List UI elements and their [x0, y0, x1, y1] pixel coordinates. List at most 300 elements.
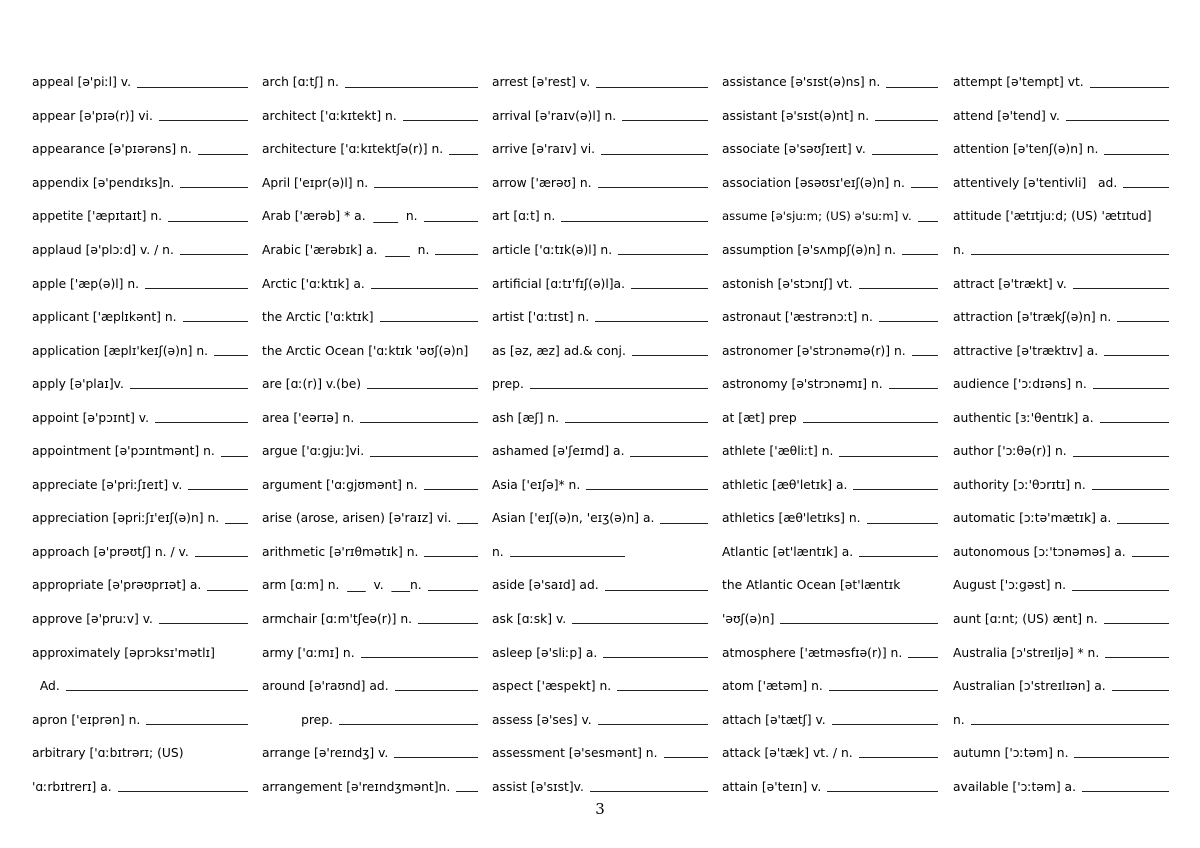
vocab-entry	[262, 459, 478, 493]
vocab-entry-text: the Atlantic Ocean [ət'læntɪk	[722, 578, 901, 593]
vocab-entry-text: assistant [ə'sɪst(ə)nt] n.	[722, 108, 870, 123]
vocab-entry	[262, 324, 478, 358]
vocab-entry	[722, 324, 938, 358]
vocab-entry	[262, 660, 478, 694]
vocab-entry	[262, 526, 478, 560]
vocab-entry-text: autumn ['ɔːtəm] n.	[953, 746, 1069, 761]
vocab-entry	[722, 559, 938, 593]
vocab-entry-text: audience ['ɔːdɪəns] n.	[953, 377, 1087, 392]
vocab-entry	[492, 224, 708, 258]
vocab-entry-text: attempt [ə'tempt] vt.	[953, 75, 1084, 90]
vocab-entry	[722, 693, 938, 727]
answer-blank[interactable]	[1132, 556, 1169, 557]
answer-blank[interactable]	[1117, 321, 1169, 322]
answer-blank[interactable]	[159, 120, 248, 121]
answer-blank[interactable]	[1066, 120, 1169, 121]
answer-blank[interactable]	[361, 657, 478, 658]
vocab-entry	[953, 492, 1169, 526]
vocab-entry	[953, 593, 1169, 627]
vocab-entry	[953, 123, 1169, 157]
vocab-entry	[722, 224, 938, 258]
answer-blank[interactable]	[853, 489, 938, 490]
vocab-entry	[32, 559, 248, 593]
vocab-entry	[722, 727, 938, 761]
vocab-entry	[32, 660, 248, 694]
vocab-entry-text: assumption [ə'sʌmpʃ(ə)n] n.	[722, 242, 897, 257]
answer-blank[interactable]	[371, 288, 478, 289]
vocab-entry	[953, 56, 1169, 90]
vocab-entry	[32, 358, 248, 392]
answer-blank[interactable]	[418, 623, 478, 624]
vocab-entry	[262, 760, 478, 794]
answer-blank[interactable]	[168, 221, 248, 222]
vocab-entry-text: athlete ['æθliːt] n.	[722, 444, 834, 459]
answer-blank[interactable]	[424, 221, 478, 222]
vocab-entry-text: application [æplɪ'keɪʃ(ə)n] n.	[32, 343, 209, 358]
answer-blank[interactable]	[1072, 590, 1169, 591]
answer-blank[interactable]	[367, 388, 478, 389]
vocab-entry	[262, 358, 478, 392]
answer-blank[interactable]	[617, 690, 708, 691]
answer-blank[interactable]	[879, 321, 938, 322]
vocab-entry	[492, 324, 708, 358]
vocab-entry	[262, 693, 478, 727]
answer-blank[interactable]	[66, 690, 248, 691]
answer-blank[interactable]	[912, 355, 938, 356]
answer-blank[interactable]	[456, 791, 478, 792]
vocab-entry	[722, 593, 938, 627]
vocab-entry	[492, 492, 708, 526]
answer-blank[interactable]	[428, 590, 478, 591]
vocab-entry-text: April ['eɪpr(ə)l] n.	[262, 175, 369, 190]
vocab-entry-text: 'ɑːrbɪtrerɪ] a.	[32, 779, 112, 794]
answer-blank[interactable]	[130, 388, 248, 389]
vocab-entry-text: attack [ə'tæk] vt. / n.	[722, 746, 853, 761]
vocab-entry-text: appointment [ə'pɔɪntmənt] n.	[32, 444, 215, 459]
vocab-entry-text: as [əz, æz] ad.& conj.	[492, 343, 626, 358]
answer-blank[interactable]	[911, 187, 938, 188]
answer-blank[interactable]	[859, 757, 938, 758]
vocab-entry	[262, 492, 478, 526]
vocab-entry-text: aspect ['æspekt] n.	[492, 679, 612, 694]
answer-blank[interactable]	[622, 120, 708, 121]
vocab-entry	[953, 224, 1169, 258]
answer-blank[interactable]	[827, 791, 938, 792]
vocab-entry-text: appearance [ə'pɪərəns] n.	[32, 142, 192, 157]
vocab-entry-text: attach [ə'tætʃ] v.	[722, 712, 826, 727]
vocab-entry-text: aside [ə'saɪd] ad.	[492, 578, 599, 593]
answer-blank[interactable]	[1093, 388, 1169, 389]
vocab-entry-text: attract [ə'trækt] v.	[953, 276, 1067, 291]
answer-blank[interactable]	[1074, 757, 1169, 758]
answer-blank[interactable]	[510, 556, 625, 557]
vocab-entry	[32, 492, 248, 526]
answer-blank[interactable]	[225, 523, 248, 524]
vocab-entry	[262, 123, 478, 157]
vocab-entry	[262, 626, 478, 660]
answer-blank[interactable]	[886, 87, 938, 88]
vocab-entry	[953, 760, 1169, 794]
answer-blank[interactable]	[198, 154, 248, 155]
answer-blank[interactable]	[1104, 623, 1169, 624]
answer-blank[interactable]	[565, 422, 708, 423]
vocab-entry	[32, 56, 248, 90]
vocab-entry	[722, 358, 938, 392]
answer-blank[interactable]	[660, 523, 708, 524]
vocab-entry-text: armchair [ɑːm'tʃeə(r)] n.	[262, 612, 413, 626]
vocab-entry-text: arrangement [ə'reɪndʒmənt]n.	[262, 779, 451, 794]
vocab-entry	[32, 90, 248, 124]
vocab-entry-text: attention [ə'tenʃ(ə)n] n.	[953, 142, 1099, 157]
vocab-entry-text: assume [ə'sjuːm; (US) ə'suːm] v.	[722, 209, 912, 224]
vocab-entry	[492, 727, 708, 761]
vocab-entry-text: athletic [æθ'letɪk] a.	[722, 477, 848, 492]
vocab-entry	[492, 593, 708, 627]
vocab-entry-text: authority [ɔː'θɔrɪtɪ] n.	[953, 477, 1086, 492]
answer-blank[interactable]	[214, 355, 248, 356]
answer-blank[interactable]	[630, 456, 708, 457]
vocab-entry	[32, 324, 248, 358]
answer-blank[interactable]	[598, 724, 708, 725]
vocab-entry-text: apply [ə'plaɪ]v.	[32, 377, 124, 392]
vocab-entry-text: apple ['æp(ə)l] n.	[32, 276, 140, 291]
vocab-entry-text: appreciation [əpriːʃɪ'eɪʃ(ə)n] n.	[32, 511, 220, 526]
answer-blank[interactable]	[908, 657, 938, 658]
vocab-entry-text: appear [ə'pɪə(r)] vi.	[32, 108, 153, 123]
answer-blank[interactable]	[859, 288, 938, 289]
vocab-entry	[953, 358, 1169, 392]
vocab-entry	[492, 760, 708, 794]
vocab-entry	[492, 157, 708, 191]
vocab-entry	[262, 593, 478, 627]
vocab-entry	[722, 56, 938, 90]
answer-blank[interactable]	[380, 321, 478, 322]
answer-blank[interactable]	[424, 556, 478, 557]
answer-blank[interactable]	[875, 120, 938, 121]
vocab-entry-text: approve [ə'pruːv] v.	[32, 612, 153, 626]
vocab-entry	[492, 559, 708, 593]
vocab-entry	[722, 257, 938, 291]
vocab-entry-text: applicant ['æplɪkənt] n.	[32, 310, 177, 325]
vocab-entry-text: assist [ə'sɪst]v.	[492, 779, 584, 794]
vocab-entry-text: atom ['ætəm] n.	[722, 679, 823, 694]
vocab-entry	[722, 660, 938, 694]
vocab-entry	[953, 693, 1169, 727]
answer-blank[interactable]	[1105, 657, 1169, 658]
vocab-entry-text: Arabic ['ærəbɪk] a. ____ n.	[262, 242, 430, 257]
vocab-entry	[492, 660, 708, 694]
vocab-entry	[32, 593, 248, 627]
answer-blank[interactable]	[561, 221, 708, 222]
answer-blank[interactable]	[572, 623, 708, 624]
answer-blank[interactable]	[188, 489, 248, 490]
vocab-entry	[722, 492, 938, 526]
vocab-entry-text: assistance [ə'sɪst(ə)ns] n.	[722, 75, 881, 90]
vocab-entry	[492, 425, 708, 459]
vocab-entry	[722, 526, 938, 560]
vocab-entry	[262, 56, 478, 90]
vocab-entry-text: attend [ə'tend] v.	[953, 108, 1060, 123]
vocab-entry	[492, 358, 708, 392]
answer-blank[interactable]	[839, 456, 938, 457]
answer-blank[interactable]	[159, 623, 248, 624]
vocab-entry-text: area ['eərɪə] n.	[262, 410, 355, 425]
vocab-entry-text: arch [ɑːtʃ] n.	[262, 75, 339, 90]
answer-blank[interactable]	[195, 556, 248, 557]
vocab-entry	[492, 693, 708, 727]
answer-blank[interactable]	[631, 288, 708, 289]
vocab-entry	[492, 291, 708, 325]
word-column-5	[953, 56, 1169, 794]
vocab-entry	[492, 190, 708, 224]
vocab-entry	[32, 425, 248, 459]
vocab-entry	[32, 727, 248, 761]
vocab-entry-text: arrival [ə'raɪv(ə)l] n.	[492, 108, 617, 123]
vocab-entry-text: artist ['ɑːtɪst] n.	[492, 310, 590, 325]
word-column-2	[262, 56, 478, 794]
answer-blank[interactable]	[345, 87, 478, 88]
answer-blank[interactable]	[971, 254, 1169, 255]
answer-blank[interactable]	[395, 690, 478, 691]
answer-blank[interactable]	[595, 321, 708, 322]
vocab-entry	[32, 257, 248, 291]
vocab-entry	[722, 760, 938, 794]
vocab-entry-text: appreciate [ə'priːʃɪeɪt] v.	[32, 477, 183, 492]
vocab-entry	[953, 157, 1169, 191]
answer-blank[interactable]	[598, 187, 708, 188]
answer-blank[interactable]	[1090, 87, 1169, 88]
word-column-1	[32, 56, 248, 794]
vocab-entry-text: prep.	[492, 377, 524, 392]
vocab-entry-text: apron ['eɪprən] n.	[32, 712, 141, 727]
vocab-entry-text: n.	[492, 544, 504, 559]
answer-blank[interactable]	[339, 724, 478, 725]
answer-blank[interactable]	[889, 388, 938, 389]
answer-blank[interactable]	[155, 422, 248, 423]
vocab-entry-text: Asia ['eɪʃə]* n.	[492, 477, 581, 492]
vocab-entry	[32, 760, 248, 794]
vocab-entry	[722, 157, 938, 191]
answer-blank[interactable]	[867, 523, 938, 524]
answer-blank[interactable]	[374, 187, 478, 188]
vocab-entry-text: n.	[953, 242, 965, 257]
vocab-entry	[953, 727, 1169, 761]
vocab-entry-text: aunt [ɑːnt; (US) ænt] n.	[953, 612, 1098, 626]
vocab-entry-text: arrange [ə'reɪndʒ] v.	[262, 746, 389, 761]
vocab-entry-text: argument ['ɑːgjʊmənt] n.	[262, 477, 418, 492]
vocab-entry	[32, 190, 248, 224]
answer-blank[interactable]	[403, 120, 478, 121]
vocab-entry	[953, 459, 1169, 493]
vocab-entry-text: appoint [ə'pɔɪnt] v.	[32, 410, 150, 425]
vocab-entry	[262, 190, 478, 224]
answer-blank[interactable]	[394, 757, 478, 758]
answer-blank[interactable]	[586, 489, 708, 490]
vocab-entry-text: astronomy [ə'strɔnəmɪ] n.	[722, 377, 883, 392]
vocab-entry	[953, 559, 1169, 593]
vocab-entry	[32, 291, 248, 325]
vocab-entry	[953, 425, 1169, 459]
vocab-entry	[722, 425, 938, 459]
answer-blank[interactable]	[360, 422, 478, 423]
vocab-entry-text: attentively [ə'tentivli] ad.	[953, 175, 1118, 190]
vocab-entry-text: appetite ['æpɪtaɪt] n.	[32, 209, 163, 224]
vocab-entry-text: around [ə'raʊnd] ad.	[262, 679, 389, 694]
vocab-entry	[492, 257, 708, 291]
vocab-entry	[722, 123, 938, 157]
answer-blank[interactable]	[664, 757, 709, 758]
answer-blank[interactable]	[180, 187, 248, 188]
answer-blank[interactable]	[424, 489, 478, 490]
answer-blank[interactable]	[1073, 288, 1169, 289]
vocab-entry-text: the Arctic Ocean ['ɑːktɪk 'əʊʃ(ə)n]	[262, 343, 469, 358]
vocab-entry-text: 'əʊʃ(ə)n]	[722, 612, 775, 626]
answer-blank[interactable]	[1104, 355, 1169, 356]
answer-blank[interactable]	[603, 657, 708, 658]
vocab-entry	[492, 459, 708, 493]
vocab-entry-text: n.	[953, 712, 965, 727]
answer-blank[interactable]	[1112, 690, 1169, 691]
vocab-entry-text: arbitrary ['ɑːbɪtrərɪ; (US)	[32, 746, 184, 761]
vocab-entry	[953, 660, 1169, 694]
vocab-entry-text: attractive [ə'træktɪv] a.	[953, 343, 1099, 358]
vocab-entry-text: astronaut ['æstrənɔːt] n.	[722, 310, 873, 325]
answer-blank[interactable]	[145, 288, 248, 289]
vocab-entry-text: attitude ['ætɪtjuːd; (US) 'ætɪtud]	[953, 209, 1152, 224]
vocab-entry	[953, 257, 1169, 291]
vocab-entry	[722, 391, 938, 425]
vocab-entry	[953, 90, 1169, 124]
answer-blank[interactable]	[1073, 456, 1169, 457]
answer-blank[interactable]	[221, 456, 248, 457]
answer-blank[interactable]	[457, 523, 478, 524]
answer-blank[interactable]	[435, 254, 478, 255]
vocab-entry-text: argue ['ɑːgjuː]vi.	[262, 444, 365, 459]
vocab-entry	[262, 559, 478, 593]
vocab-entry-text: architecture ['ɑːkɪtektʃə(r)] n.	[262, 142, 444, 157]
vocab-entry-text: Arab ['ærəb] * a. ____ n.	[262, 209, 418, 224]
answer-blank[interactable]	[859, 556, 938, 557]
vocab-entry-text: arise (arose, arisen) [ə'raɪz] vi.	[262, 511, 452, 526]
vocab-entry-text: arm [ɑːm] n. ___ v. ___n.	[262, 578, 422, 593]
answer-blank[interactable]	[1104, 154, 1169, 155]
answer-blank[interactable]	[596, 87, 708, 88]
vocab-entry-text: August ['ɔːgəst] n.	[953, 578, 1067, 593]
vocab-entry	[32, 693, 248, 727]
vocab-entry	[722, 459, 938, 493]
answer-blank[interactable]	[1082, 791, 1169, 792]
vocab-entry-text: art [ɑːt] n.	[492, 209, 556, 224]
vocab-entry-text: authentic [ɜː'θentɪk] a.	[953, 410, 1094, 425]
answer-blank[interactable]	[902, 254, 938, 255]
vocab-entry	[492, 626, 708, 660]
vocab-entry-text: army ['ɑːmɪ] n.	[262, 645, 355, 660]
answer-blank[interactable]	[530, 388, 708, 389]
vocab-entry-text: arrow ['ærəʊ] n.	[492, 175, 592, 190]
vocab-entry-text: Ad.	[32, 679, 60, 694]
vocab-entry	[722, 190, 938, 224]
answer-blank[interactable]	[605, 590, 708, 591]
vocab-entry	[492, 123, 708, 157]
answer-blank[interactable]	[872, 154, 938, 155]
vocab-entry	[32, 123, 248, 157]
vocab-entry-text: Asian ['eɪʃ(ə)n, 'eɪʒ(ə)n] a.	[492, 511, 655, 526]
vocab-entry-text: athletics [æθ'letɪks] n.	[722, 511, 861, 526]
answer-blank[interactable]	[590, 791, 708, 792]
answer-blank[interactable]	[971, 724, 1169, 725]
answer-blank[interactable]	[137, 87, 248, 88]
answer-blank[interactable]	[1117, 523, 1169, 524]
vocab-entry-text: architect ['ɑːkɪtekt] n.	[262, 108, 397, 123]
vocab-entry-text: automatic [ɔːtə'mætɪk] a.	[953, 511, 1112, 526]
answer-blank[interactable]	[829, 690, 938, 691]
vocab-entry-text: appeal [ə'piːl] v.	[32, 75, 132, 90]
vocab-entry-text: Australian [ɔ'streɪlɪən] a.	[953, 679, 1106, 694]
vocab-entry	[492, 90, 708, 124]
vocab-entry-text: autonomous [ɔː'tɔnəməs] a.	[953, 544, 1126, 559]
answer-blank[interactable]	[183, 321, 248, 322]
answer-blank[interactable]	[1100, 422, 1169, 423]
vocab-entry-text: association [əsəʊsɪ'eɪʃ(ə)n] n.	[722, 175, 905, 190]
vocab-entry	[953, 190, 1169, 224]
vocab-entry-text: artificial [ɑːtɪ'fɪʃ(ə)l]a.	[492, 276, 625, 291]
vocab-entry-text: prep.	[262, 712, 333, 727]
answer-blank[interactable]	[618, 254, 708, 255]
vocab-entry	[722, 90, 938, 124]
vocab-entry-text: approximately [əprɔksɪ'mətlɪ]	[32, 645, 215, 660]
answer-blank[interactable]	[601, 154, 708, 155]
vocab-entry	[262, 425, 478, 459]
answer-blank[interactable]	[803, 422, 938, 423]
vocab-entry-text: the Arctic ['ɑːktɪk]	[262, 310, 374, 325]
answer-blank[interactable]	[180, 254, 248, 255]
vocab-entry-text: atmosphere ['ætməsfɪə(r)] n.	[722, 645, 903, 660]
answer-blank[interactable]	[207, 590, 248, 591]
vocab-entry-text: arrive [ə'raɪv] vi.	[492, 142, 596, 157]
vocab-entry	[262, 391, 478, 425]
vocab-entry-text: assessment [ə'sesmənt] n.	[492, 746, 658, 761]
vocab-entry	[492, 56, 708, 90]
vocab-entry-text: appendix [ə'pendɪks]n.	[32, 175, 175, 190]
vocab-entry	[953, 324, 1169, 358]
answer-blank[interactable]	[832, 724, 938, 725]
vocab-entry	[722, 626, 938, 660]
vocab-entry-text: available ['ɔːtəm] a.	[953, 779, 1077, 794]
answer-blank[interactable]	[1123, 187, 1169, 188]
answer-blank[interactable]	[632, 355, 708, 356]
word-column-3	[492, 56, 708, 794]
vocab-entry-text: author ['ɔːθə(r)] n.	[953, 444, 1067, 459]
page-number: 3	[595, 800, 605, 818]
vocab-entry-text: arithmetic [ə'rɪθmətɪk] n.	[262, 544, 419, 559]
answer-blank[interactable]	[780, 623, 938, 624]
vocab-entry-text: Atlantic [ət'læntɪk] a.	[722, 544, 854, 559]
vocab-entry	[262, 90, 478, 124]
vocab-entry	[262, 157, 478, 191]
answer-blank[interactable]	[449, 154, 478, 155]
answer-blank[interactable]	[146, 724, 248, 725]
answer-blank[interactable]	[1092, 489, 1169, 490]
vocab-entry	[492, 526, 708, 560]
vocab-entry-text: ask [ɑːsk] v.	[492, 612, 567, 626]
answer-blank[interactable]	[918, 221, 938, 222]
vocab-entry	[262, 291, 478, 325]
answer-blank[interactable]	[370, 456, 478, 457]
word-column-4	[722, 56, 938, 794]
vocab-entry-text: ash [æʃ] n.	[492, 410, 560, 425]
vocab-entry-text: astonish [ə'stɔnɪʃ] vt.	[722, 276, 853, 291]
answer-blank[interactable]	[118, 791, 248, 792]
